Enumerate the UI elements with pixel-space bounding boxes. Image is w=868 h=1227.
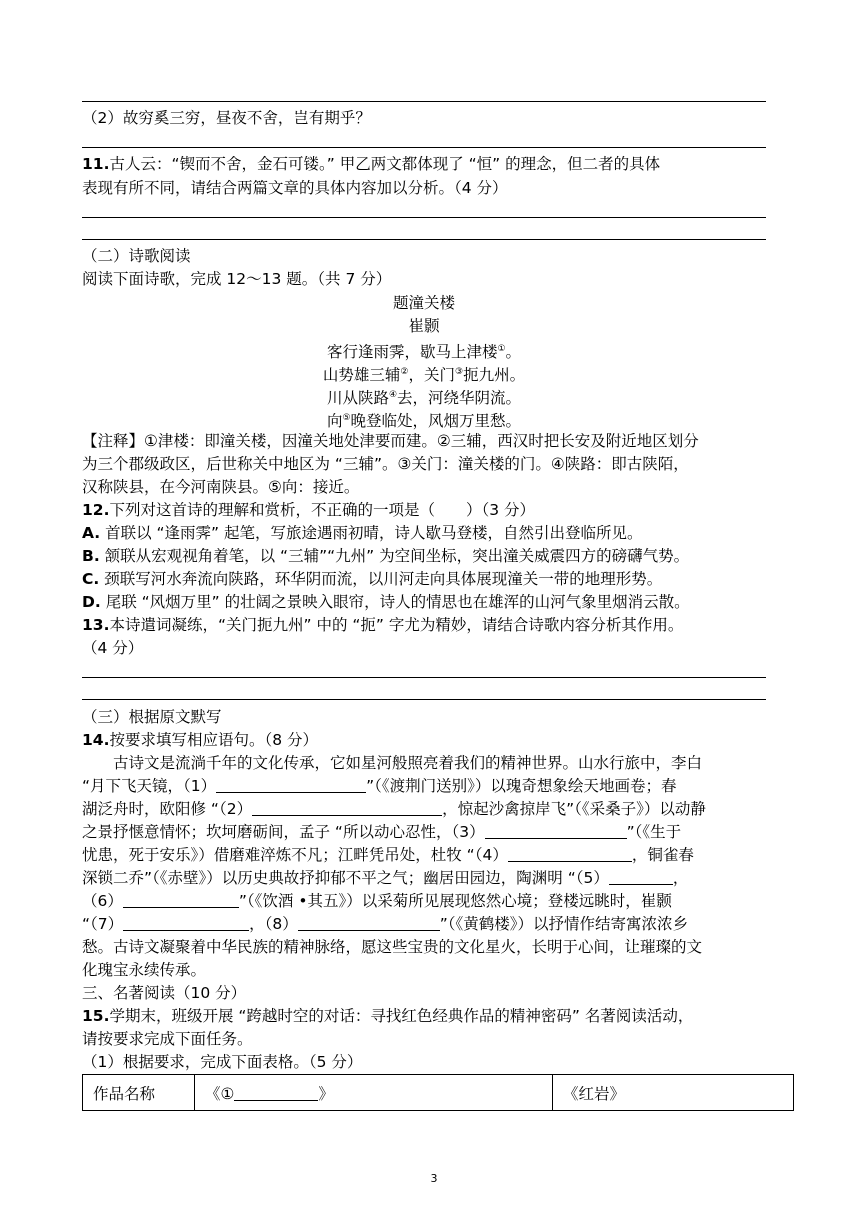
q13-line2: （4 分） (82, 639, 144, 657)
q14-para-3: 湖泛舟时，欧阳修 “（2） ，惊起沙禽掠岸飞”（《采桑子》）以动静 (82, 800, 706, 818)
works-table (82, 1074, 794, 1111)
fill-blank-7[interactable] (123, 914, 249, 931)
poem-line-1: 客行逢雨霁，歇马上津楼①。 (326, 343, 522, 361)
poem-line-3: 川从陕路④去，河绕华阴流。 (326, 389, 522, 407)
q12-option-b: B. 颔联从宏观视角着笔，以 “三辅”“九州” 为空间坐标，突出潼关威震四方的磅礴气势。 (82, 547, 690, 565)
q10-part2: （2）故穷奚三穷，昼夜不舍，岂有期乎？ (82, 109, 371, 127)
q12-option-c: C. 颈联写河水奔流向陕路，环华阴而流，以川河走向具体展现潼关一带的地理形势。 (82, 570, 663, 588)
poem-note-1: 【注释】①津楼：即潼关楼，因潼关地处津要而建。②三辅，西汉时把长安及附近地区划分 (82, 432, 699, 450)
fill-blank-4[interactable] (508, 845, 632, 862)
poetry-intro: 阅读下面诗歌，完成 12～13 题。（共 7 分） (82, 270, 392, 288)
poem-note-3: 汉称陕县，在今河南陕县。⑤向：接近。 (82, 478, 360, 496)
q14-para-5: 忧患，死于安乐》）借磨难淬炼不凡；江畔凭吊处，杜牧 “（4） ，铜雀春 (82, 846, 694, 864)
table-row (83, 1075, 794, 1111)
fill-blank-work-1[interactable] (234, 1084, 318, 1101)
fill-blank-2[interactable] (252, 799, 442, 816)
poem-line-2: 山势雄三辅②，关门③扼九州。 (322, 366, 526, 384)
table-cell-work-2: 《红岩》 (553, 1075, 794, 1111)
answer-line (82, 699, 766, 700)
q12-option-d: D. 尾联 “风烟万里” 的壮阔之景映入眼帘，诗人的情思也在雄浑的山河气象里烟消云散。 (82, 593, 690, 611)
q12-stem: 12.下列对这首诗的理解和赏析，不正确的一项是（ ）（3 分） (82, 501, 536, 519)
table-header-cell: 作品名称 (83, 1075, 195, 1111)
fill-blank-8[interactable] (298, 914, 440, 931)
answer-line (82, 101, 766, 102)
poetry-section-title: （二）诗歌阅读 (82, 247, 191, 265)
q15-line2: 请按要求完成下面任务。 (82, 1030, 253, 1048)
table-cell-work-1: 《① 》 (195, 1075, 553, 1111)
answer-line (82, 239, 766, 240)
q14-para-8: “（7） ，（8） ”（《黄鹤楼》）以抒情作结寄寓浓浓乡 (82, 915, 689, 933)
poem-line-4: 向⑤晚登临处，风烟万里愁。 (326, 412, 522, 430)
q15-line1: 15.学期末，班级开展 “跨越时空的对话：寻找红色经典作品的精神密码” 名著阅读活动， (82, 1007, 694, 1025)
q14-para-9: 愁。古诗文凝聚着中华民族的精神脉络，愿这些宝贵的文化星火，长明于心间，让璀璨的文 (82, 938, 703, 956)
q14-stem: 14.按要求填写相应语句。（8 分） (82, 731, 319, 749)
poem-title: 题潼关楼 (392, 294, 455, 312)
q14-para-4: 之景抒惬意情怀；坎坷磨砺间，孟子 “所以动心忍性，（3） ”（《生于 (82, 823, 682, 841)
fill-blank-1[interactable] (216, 776, 366, 793)
answer-line (82, 677, 766, 678)
dictation-section-title: （三）根据原文默写 (82, 708, 222, 726)
answer-line (82, 217, 766, 218)
poem-note-2: 为三个郡级政区，后世称关中地区为 “三辅”。③关门：潼关楼的门。④陕路：即古陕陌， (82, 455, 689, 473)
q14-para-1: 古诗文是流淌千年的文化传承，它如星河般照亮着我们的精神世界。山水行旅中，李白 (113, 754, 703, 772)
answer-line (82, 147, 766, 148)
fill-blank-3[interactable] (485, 822, 627, 839)
fill-blank-6[interactable] (123, 891, 239, 908)
poem-author: 崔颢 (408, 317, 440, 335)
q15-sub1: （1）根据要求，完成下面表格。（5 分） (82, 1053, 363, 1071)
q14-para-6: 深锁二乔”（《赤壁》）以历史典故抒抑郁不平之气；幽居田园边，陶渊明 “（5） ， (82, 869, 689, 887)
classics-section-title: 三、名著阅读（10 分） (82, 984, 247, 1002)
q11-line2: 表现有所不同，请结合两篇文章的具体内容加以分析。（4 分） (82, 179, 508, 197)
fill-blank-5[interactable] (609, 868, 673, 885)
q14-para-7: （6） ”（《饮酒 •其五》）以采菊所见展现悠然心境；登楼远眺时，崔颢 (82, 892, 672, 910)
q13-line1: 13.本诗遣词凝练，“关门扼九州” 中的 “扼” 字尤为精妙，请结合诗歌内容分析其作用。 (82, 616, 684, 634)
q14-para-2: “月下飞天镜，（1） ”（《渡荆门送别》）以瑰奇想象绘天地画卷；春 (82, 777, 677, 795)
q14-para-10: 化瑰宝永续传承。 (82, 961, 207, 979)
page-number: 3 (430, 1172, 438, 1185)
q12-option-a: A. 首联以 “逢雨霁” 起笔，写旅途遇雨初晴，诗人歇马登楼，自然引出登临所见。 (82, 524, 643, 542)
q11-line1: 11.古人云：“锲而不舍，金石可镂。” 甲乙两文都体现了 “恒” 的理念，但二者的具体 (82, 155, 661, 173)
